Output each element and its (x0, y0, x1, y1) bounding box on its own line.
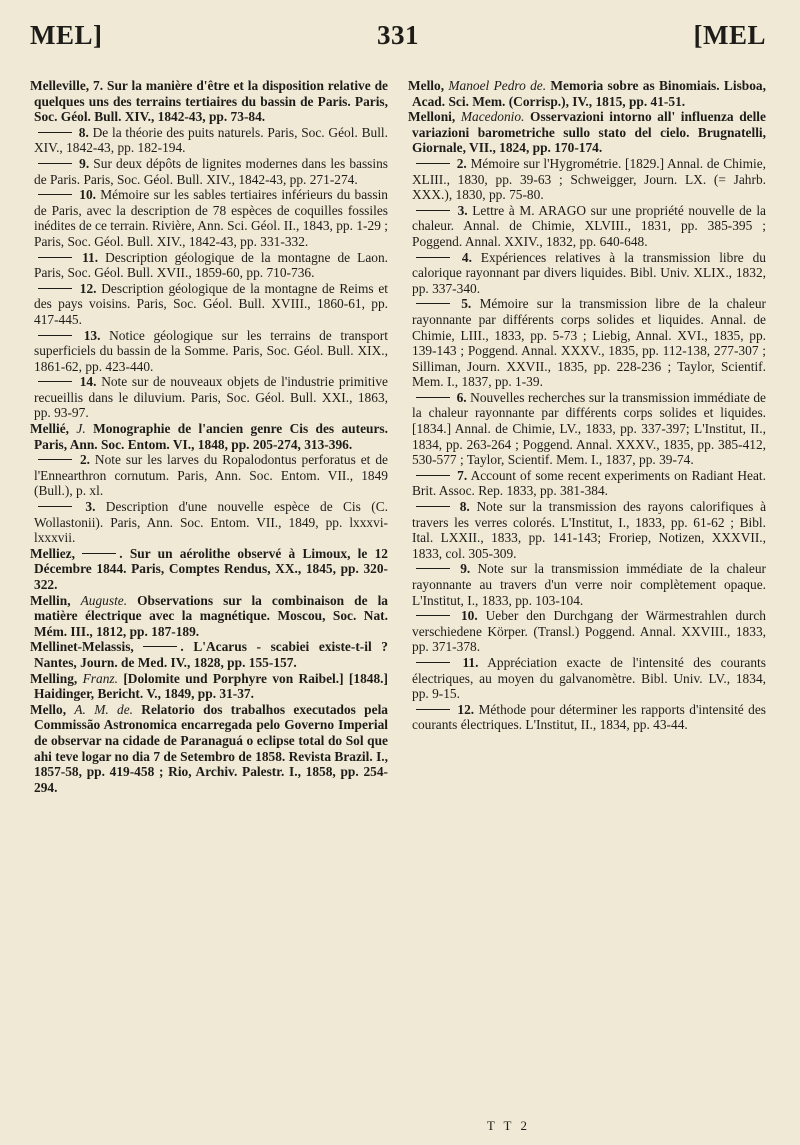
entry-text: Memoria sobre as Binomiais. Lisboa, Acad. Sci. Mem. (Corrisp.), IV., 1815, pp. 41-51. (412, 78, 766, 109)
left-column (30, 78, 388, 795)
entry-text: Description d'une nouvelle espèce de Cis (C. Wollastonii). Paris, Ann. Soc. Entom. VII., 1849, pp. lxxxvi-lxxxvii. (34, 499, 388, 546)
entry-text: Description géologique de la montagne de Reims et des pays voisins. Paris, Soc. Géol. Bull. XVIII., 1860-61, pp. 417-445. (34, 280, 388, 327)
author-given-name: Manoel Pedro de. (448, 78, 547, 93)
sub-entry (30, 187, 388, 249)
ditto-dash (38, 506, 72, 507)
entry-number: 7. (93, 78, 104, 93)
ditto-dash (38, 257, 72, 258)
entry-text: Account of some recent experiments on Radiant Heat. Brit. Assoc. Rep. 1833, pp. 381-384. (412, 467, 767, 499)
sub-entry (408, 468, 766, 499)
ditto-dash (416, 397, 450, 398)
entry-number: 8. (78, 124, 89, 140)
ditto-dash (416, 210, 450, 211)
sub-entry (408, 608, 766, 655)
entry-number: 14. (79, 374, 97, 390)
author-entry (408, 109, 766, 156)
entry-number: 10. (79, 187, 96, 203)
entry-number: 11. (462, 654, 479, 670)
author-name: Melleville, (30, 78, 90, 93)
sub-entry (408, 250, 766, 297)
ditto-dash (38, 381, 72, 382)
entry-text: Nouvelles recherches sur la transmission immédiate de la chaleur rayonnante par différents corps solides et liquides. [1834.] Annal. de Chimie, LV., 1833, pp. 337-397; L'Institut, II., 1834, pp. 263-264 ; Poggend. Annal. XXXV., 1835, pp. 385-412, 530-577 ; Taylor, Scientif. Mem. I., 1837, pp. 39-74. (412, 389, 766, 468)
ditto-dash (38, 459, 72, 460)
entry-text: Description géologique de la montagne de Laon. Paris, Soc. Géol. Bull. XVII., 1859-60, pp. 710-736. (34, 249, 388, 281)
sub-entry (30, 452, 388, 499)
author-entry (30, 546, 388, 593)
entry-text: Note sur la transmission immédiate de la chaleur rayonnante au travers d'un verre noir complètement opaque. L'Institut, I., 1833, pp. 103-104. (412, 561, 766, 608)
author-given-name: A. M. de. (74, 701, 133, 717)
author-entry (30, 593, 388, 640)
entry-text: Relatorio dos trabalhos executados pela Commissão Astronomica encarregada pelo Governo Imperial de observar na cidade de Paranaguá o eclipse total do Sol que ahi teve logar no dia 7 de Setembro de 1858. Revista Brazil. I., 1857-58, pp. 419-458 ; Rio, Archiv. Palestr. I., 1858, pp. 254-294. (34, 701, 388, 795)
entry-columns (30, 78, 766, 795)
entry-number: 6. (456, 389, 467, 405)
ditto-dash (82, 553, 116, 554)
sub-entry (408, 499, 766, 561)
author-name: Melling, (30, 670, 78, 686)
author-given-name: Auguste. (80, 592, 128, 608)
entry-text: Sur la manière d'être et la disposition relative de quelques uns des terrains tertiaires du bassin de Paris. Paris, Soc. Géol. Bull. XIV., 1842-43, pp. 73-84. (34, 78, 388, 125)
author-name: Mellié, (30, 421, 70, 437)
sub-entry (408, 655, 766, 702)
ditto-dash (416, 163, 450, 164)
ditto-dash (38, 132, 72, 133)
entry-number: 10. (460, 608, 478, 624)
ditto-dash (38, 163, 72, 164)
sub-entry (408, 156, 766, 203)
entry-number: 8. (459, 499, 470, 515)
sub-entry (30, 281, 388, 328)
author-entry (408, 78, 766, 109)
sub-entry (408, 390, 766, 468)
entry-number: 7. (457, 467, 468, 483)
entry-text: Sur deux dépôts de lignites modernes dans les bassins de Paris. Paris, Soc. Géol. Bull. XIV., 1842-43, pp. 271-274. (34, 155, 389, 187)
ditto-dash (416, 303, 450, 304)
entry-number: 2. (79, 452, 90, 468)
sub-entry (408, 296, 766, 390)
entry-text: De la théorie des puits naturels. Paris, Soc. Géol. Bull. XIV., 1842-43, pp. 182-194. (34, 124, 388, 156)
author-name: Melliez, (30, 545, 75, 561)
author-given-name: J. (76, 421, 86, 437)
entry-number: 9. (460, 561, 471, 577)
author-entry (30, 421, 388, 452)
entry-text: Observations sur la combinaison de la matière électrique avec la magnétique. Moscou, Soc. Nat. Mém. III., 1812, pp. 187-189. (34, 592, 388, 639)
ditto-dash (38, 288, 72, 289)
author-name: Mello, (30, 701, 67, 717)
author-entry (30, 78, 388, 125)
entry-text: Mémoire sur la transmission libre de la chaleur rayonnante par différents corps solides et liquides. Annal. de Chimie, LIII., 1833, pp. 5-73 ; Liebig, Annal. XVI., 1835, pp. 139-143 ; Poggend. Annal. XXXV., 1835, pp. 112-138, 277-307 ; Silliman, Journ. XXVII., 1835, pp. 228-236 ; Taylor, Scientif. Mem. I., 1837, pp. 1-39. (412, 296, 766, 390)
ditto-dash (143, 646, 177, 647)
sub-entry (30, 156, 388, 187)
entry-text: Mémoire sur l'Hygrométrie. [1829.] Annal. de Chimie, XLIII., 1830, pp. 39-63 ; Schweigger, Journ. LX. (= Jahrb. XXX.), 1830, pp. 75-80. (412, 155, 766, 203)
entry-number: 12. (457, 701, 475, 717)
entry-text: [Dolomite und Porphyre von Raibel.] [1848.] Haidinger, Bericht. V., 1849, pp. 31-37. (34, 670, 388, 702)
header-right: [MEL (693, 20, 766, 50)
entry-text: . Sur un aérolithe observé à Limoux, le 12 Décembre 1844. Paris, Comptes Rendus, XX., 1845, pp. 320-322. (34, 545, 388, 592)
entry-text: . L'Acarus - scabiei existe-t-il ? Nantes, Journ. de Med. IV., 1828, pp. 155-157. (34, 639, 388, 670)
author-name: Mellinet-Melassis, (30, 639, 134, 655)
entry-text: Ueber den Durchgang der Wärmestrahlen durch verschiedene Körper. (Transl.) Poggend. Annal. XXVIII., 1833, pp. 371-378. (412, 608, 766, 655)
author-name: Mello, (408, 78, 445, 93)
header-left: MEL] (30, 20, 103, 50)
entry-number: 5. (461, 296, 472, 312)
entry-text: Méthode pour déterminer les rapports d'intensité des courants électriques. L'Institut, II., 1834, pp. 43-44. (412, 701, 766, 733)
sub-entry (30, 250, 388, 281)
ditto-dash (38, 194, 72, 195)
entry-text: Note sur de nouveaux objets de l'industrie primitive recueillis dans le diluvium. Paris, Soc. Géol. Bull. XXI., 1863, pp. 93-97. (34, 374, 388, 421)
ditto-dash (416, 506, 450, 507)
entry-text: Appréciation exacte de l'intensité des courants électriques, au moyen du galvanomètre. Bibl. Univ. LV., 1834, pp. 9-15. (412, 654, 766, 702)
entry-text: Note sur les larves du Ropalodontus perforatus et de l'Ennearthron cornutum. Paris, Ann. Soc. Entom. VII., 1849 (Bull.), p. xl. (34, 452, 388, 499)
right-column (408, 78, 766, 795)
ditto-dash (416, 662, 450, 663)
entry-number: 12. (79, 280, 97, 296)
entry-text: Expériences relatives à la transmission libre du calorique rayonnant par divers liquides. Bibl. Univ. XLIX., 1832, pp. 337-340. (412, 249, 766, 296)
entry-number: 2. (456, 155, 467, 171)
ditto-dash (38, 335, 72, 336)
entry-number: 3. (85, 499, 96, 515)
entry-text: Lettre à M. ARAGO sur une propriété nouvelle de la chaleur. Annal. de Chimie, XLVIII., 1831, pp. 385-395 ; Poggend. Annal. XXIV., 1832, pp. 640-648. (412, 202, 766, 249)
signature-mark: T T 2 (486, 1118, 530, 1133)
author-name: Melloni, (408, 109, 456, 125)
ditto-dash (416, 709, 450, 710)
entry-number: 13. (83, 327, 101, 343)
entry-number: 4. (461, 249, 472, 265)
entry-text: Mémoire sur les sables tertiaires inférieurs du bassin de Paris, avec la description de 78 espèces de coquilles fossiles inédites de ce terrain. Rivière, Ann. Sci. Géol. II., 1843, pp. 1-29 ; Paris, Soc. Géol. Bull. XIV., 1842-43, pp. 331-332. (34, 187, 388, 249)
sub-entry (30, 328, 388, 375)
ditto-dash (416, 615, 450, 616)
author-entry (30, 702, 388, 796)
ditto-dash (416, 257, 450, 258)
author-given-name: Macedonio. (460, 109, 525, 125)
entry-number: 3. (457, 202, 468, 218)
author-entry (30, 639, 388, 670)
author-name: Mellin, (30, 592, 71, 608)
entry-text: Notice géologique sur les terrains de transport superficiels du bassin de la Somme. Paris, Soc. Géol. Bull. XIX., 1861-62, pp. 423-440. (34, 327, 388, 374)
entry-text: Monographie de l'ancien genre Cis des auteurs. Paris, Ann. Soc. Entom. VI., 1848, pp. 205-274, 313-396. (34, 421, 388, 452)
sub-entry (30, 499, 388, 546)
ditto-dash (416, 568, 450, 569)
author-given-name: Franz. (82, 670, 118, 686)
sub-entry (408, 561, 766, 608)
entry-number: 11. (82, 249, 99, 265)
sub-entry (30, 125, 388, 156)
ditto-dash (416, 475, 450, 476)
page-header (30, 20, 766, 68)
sub-entry (408, 203, 766, 250)
entry-number: 9. (79, 155, 90, 171)
entry-text: Note sur la transmission des rayons calorifiques à travers les verres colorés. L'Institut, I., 1833, pp. 61-62 ; Bibl. Ital. LXXII., 1833, pp. 141-143; Froriep, Notizen, XXXVII., 1833, col. 305-309. (412, 499, 767, 561)
page-number: 331 (377, 20, 419, 50)
author-entry (30, 671, 388, 702)
sub-entry (30, 374, 388, 421)
entry-text: Osservazioni intorno all' influenza delle variazioni barometriche sullo stato del cielo. Brugnatelli, Giornale, VII., 1824, pp. 170-174. (412, 109, 766, 156)
sub-entry (408, 702, 766, 733)
